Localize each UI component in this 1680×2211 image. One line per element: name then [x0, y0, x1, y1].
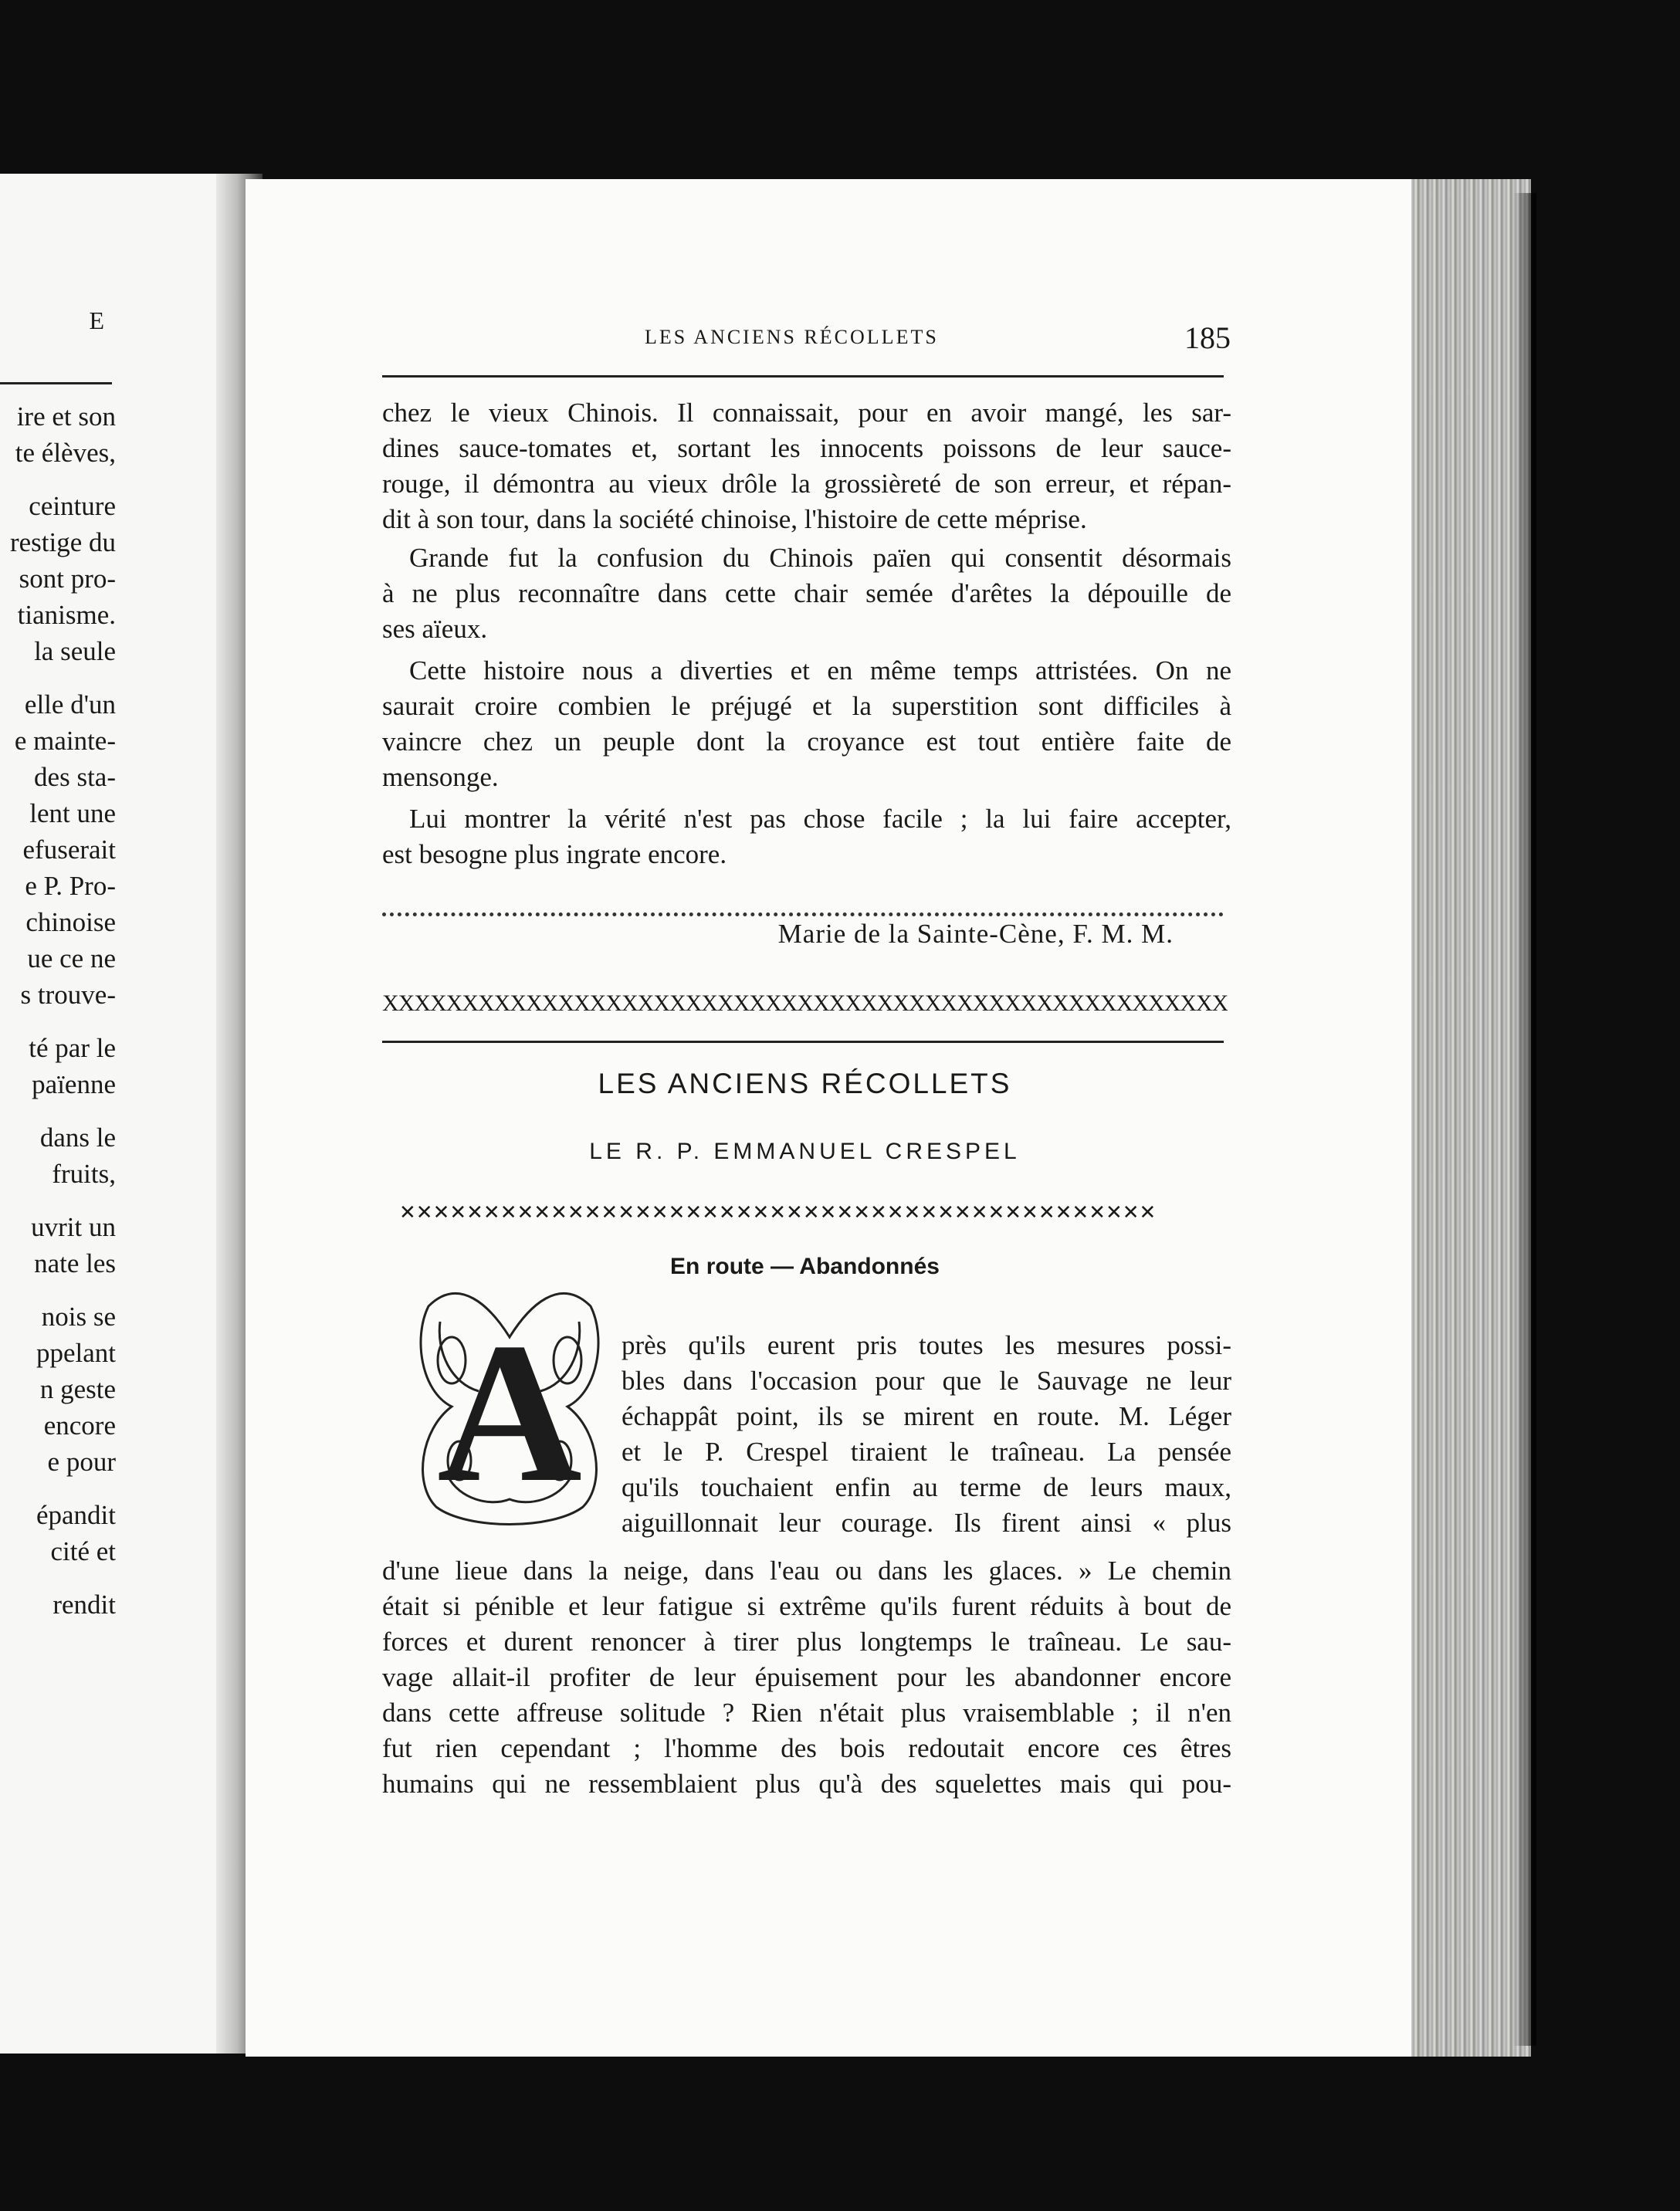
- left-page-line: la seule: [34, 636, 116, 666]
- text-line: d'une lieue dans la neige, dans l'eau ou dans les glaces. » Le chemin: [382, 1556, 1231, 1586]
- text-line: Lui montrer la vérité n'est pas chose facile ; la lui faire accepter,: [409, 804, 1231, 834]
- left-page-line: e mainte-: [14, 726, 116, 756]
- left-page: [0, 174, 235, 2054]
- left-page-line: nois se: [41, 1302, 116, 1332]
- page-number: 185: [1184, 320, 1231, 355]
- text-line: était si pénible et leur fatigue si extrême qu'ils furent réduits à bout de: [382, 1591, 1231, 1621]
- ornamental-band-bottom: ✕✕✕✕✕✕✕✕✕✕✕✕✕✕✕✕✕✕✕✕✕✕✕✕✕✕✕✕✕✕✕✕✕✕✕✕✕✕✕✕✕✕✕✕✕: [399, 1201, 1157, 1224]
- left-page-line: ppelant: [36, 1338, 116, 1368]
- chapter-title: En route — Abandonnés: [670, 1254, 940, 1279]
- left-page-line: efuserait: [22, 835, 116, 865]
- text-line: mensonge.: [382, 762, 499, 792]
- text-line: Grande fut la confusion du Chinois païen qui consentit désormais: [409, 543, 1231, 573]
- left-page-line: fruits,: [52, 1159, 116, 1189]
- left-page-line: ire et son: [16, 401, 116, 432]
- ornament-rule: [382, 1041, 1224, 1043]
- paragraph-1: [382, 395, 1231, 537]
- running-head: [382, 320, 1231, 361]
- section-subtitle: LE R. P. EMMANUEL CRESPEL: [589, 1139, 1021, 1164]
- text-line: qu'ils touchaient enfin au terme de leurs maux,: [622, 1472, 1231, 1502]
- left-page-line: e P. Pro-: [25, 871, 116, 901]
- text-line: et le P. Crespel tiraient le traîneau. La pensée: [622, 1437, 1231, 1467]
- left-page-line: e pour: [47, 1447, 116, 1477]
- text-line: vaincre chez un peuple dont la croyance est tout entière faite de: [382, 726, 1231, 757]
- text-line: est besogne plus ingrate encore.: [382, 839, 727, 869]
- left-page-line: nate les: [34, 1248, 116, 1278]
- drop-cap-initial: [405, 1275, 614, 1530]
- left-page-line: n geste: [39, 1374, 116, 1404]
- continuation-paragraph: [382, 1553, 1231, 1802]
- text-line: près qu'ils eurent pris toutes les mesures possi-: [622, 1330, 1231, 1360]
- left-page-line: cité et: [50, 1536, 116, 1566]
- paragraph-2: [382, 540, 1231, 647]
- text-line: fut rien cependant ; l'homme des bois redoutait encore ces êtres: [382, 1733, 1231, 1763]
- left-page-line: lent une: [29, 798, 116, 828]
- left-header-fragment: E: [89, 306, 104, 334]
- left-page-line: ceinture: [29, 491, 116, 521]
- text-line: forces et durent renoncer à tirer plus longtemps le traîneau. Le sau-: [382, 1627, 1231, 1657]
- left-page-line: encore: [43, 1410, 116, 1441]
- left-page-line: té par le: [29, 1033, 116, 1063]
- ornamental-band-top: XXXXXXXXXXXXXXXXXXXXXXXXXXXXXXXXXXXXXXXXXXXXXXXXXXXXX: [382, 990, 1228, 1016]
- text-line: rouge, il démontra au vieux drôle la grossièreté de son erreur, et répan-: [382, 469, 1231, 499]
- paragraph-3: [382, 653, 1231, 795]
- left-page-line: païenne: [32, 1069, 116, 1099]
- left-page-line: dans le: [39, 1122, 116, 1153]
- left-page-line: rendit: [52, 1590, 116, 1620]
- text-line: saurait croire combien le préjugé et la superstition sont difficiles à: [382, 691, 1231, 721]
- text-line: à ne plus reconnaître dans cette chair semée d'arêtes la dépouille de: [382, 578, 1231, 608]
- page-edges-shadow: [1513, 193, 1536, 2046]
- drop-cap-letter: A: [437, 1302, 582, 1524]
- text-line: humains qui ne ressemblaient plus qu'à des squelettes mais qui pou-: [382, 1769, 1231, 1799]
- section-title: LES ANCIENS RÉCOLLETS: [598, 1068, 1012, 1099]
- text-line: échappât point, ils se mirent en route. M. Léger: [622, 1401, 1231, 1431]
- text-line: vage allait-il profiter de leur épuisement pour les abandonner encore: [382, 1662, 1231, 1692]
- left-header-rule: [0, 382, 112, 384]
- left-page-line: sont pro-: [19, 564, 116, 594]
- running-head-title: LES ANCIENS RÉCOLLETS: [645, 326, 939, 348]
- drop-cap-paragraph: [622, 1328, 1231, 1541]
- left-page-line: ue ce ne: [27, 943, 116, 973]
- left-page-line: s trouve-: [20, 980, 116, 1010]
- text-line: bles dans l'occasion pour que le Sauvage ne leur: [622, 1366, 1231, 1396]
- left-page-line: restige du: [9, 527, 116, 557]
- paragraph-4: [382, 801, 1231, 872]
- left-page-line: des sta-: [34, 762, 116, 792]
- text-line: aiguillonnait leur courage. Ils firent ainsi « plus: [622, 1508, 1231, 1538]
- text-line: ses aïeux.: [382, 614, 488, 644]
- left-page-line: épandit: [36, 1500, 116, 1530]
- text-line: dines sauce-tomates et, sortant les innocents poissons de leur sauce-: [382, 433, 1231, 463]
- left-page-line: chinoise: [25, 907, 116, 937]
- header-rule: [382, 375, 1224, 378]
- text-line: chez le vieux Chinois. Il connaissait, pour en avoir mangé, les sar-: [382, 398, 1231, 428]
- signature: Marie de la Sainte-Cène, F. M. M.: [777, 919, 1174, 949]
- dotted-separator: [382, 913, 1224, 916]
- left-page-line: tianisme.: [17, 600, 116, 630]
- left-page-line: te élèves,: [15, 438, 116, 468]
- text-line: Cette histoire nous a diverties et en même temps attristées. On ne: [409, 655, 1231, 686]
- text-line: dit à son tour, dans la société chinoise, l'histoire de cette méprise.: [382, 504, 1087, 534]
- left-page-line: elle d'un: [24, 689, 116, 720]
- left-page-line: uvrit un: [31, 1212, 116, 1242]
- text-line: dans cette affreuse solitude ? Rien n'était plus vraisemblable ; il n'en: [382, 1698, 1231, 1728]
